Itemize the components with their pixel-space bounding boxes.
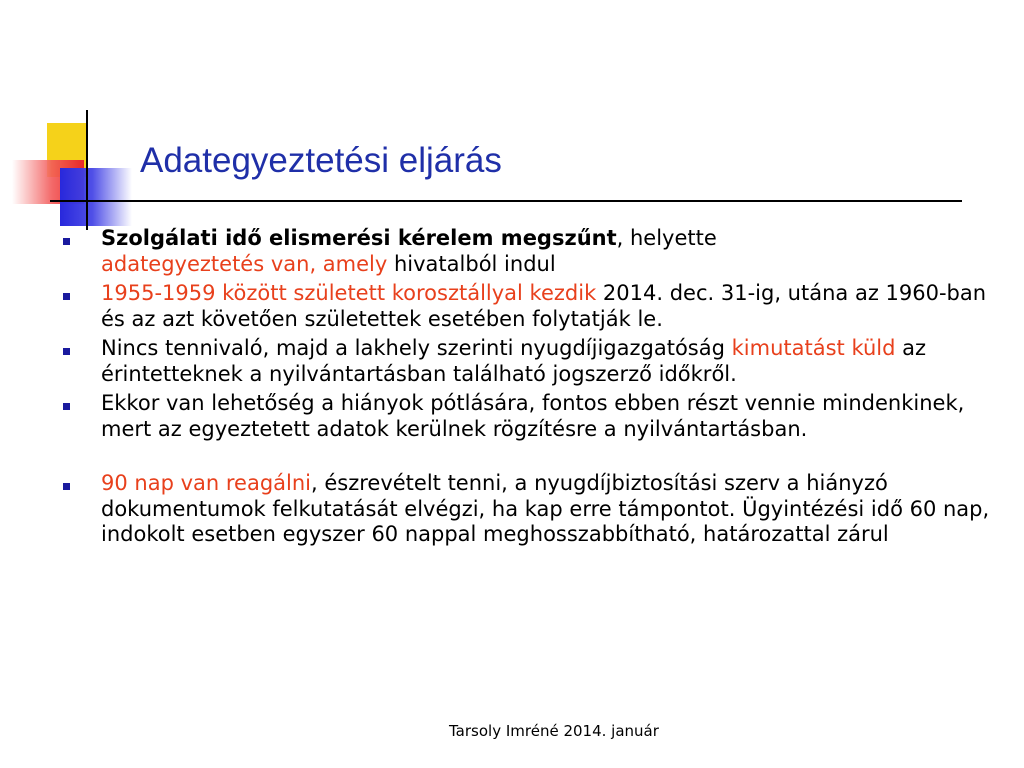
square-bullet-icon: [63, 403, 70, 410]
title-underline-rule: [50, 200, 962, 202]
bullet-3-text: Nincs tennivaló, majd a lakhely szerinti nyugdíjigazgatóság: [101, 336, 732, 360]
bullet-4-text: Ekkor van lehetőség a hiányok pótlására, fontos ebben részt vennie mindenkinek, mert az egyeztetett adatok kerülnek rögzítésre a nyilvántartásban.: [101, 391, 965, 441]
square-bullet-icon: [63, 483, 70, 490]
bullet-item-2: [60, 281, 1000, 332]
bullet-1-text-end: hivatalból indul: [387, 251, 556, 276]
square-bullet-icon: [63, 293, 70, 300]
square-bullet-icon: [63, 348, 70, 355]
bullet-item-5: [60, 471, 1000, 548]
bullet-3-highlight: kimutatást küld: [731, 336, 896, 360]
bullet-list: [60, 226, 1000, 552]
bullet-item-1: [60, 226, 1000, 277]
bullet-1-text: , helyette: [616, 226, 717, 250]
bullet-item-3: [60, 336, 1000, 387]
slide-title: Adategyeztetési eljárás: [140, 141, 502, 180]
bullet-item-4: [60, 391, 1000, 442]
decorative-logo: [0, 0, 140, 240]
bullet-5-text: , észrevételt tenni, a nyugdíjbiztosítási szerv a hiányzó dokumentumok felkutatását elvégzi, ha kap erre támpontot. Ügyintézési idő 60 nap, indokolt esetben egyszer 60 nappal meghosszabbítható, határozattal zárul: [101, 471, 990, 546]
bullet-1-highlight: adategyeztetés van, amely: [101, 251, 388, 276]
vertical-rule: [86, 110, 88, 230]
square-bullet-icon: [63, 238, 70, 245]
bullet-2-text: 2014. dec. 31-ig, utána az 1960-ban és az azt követően születettek esetében folytatják le.: [101, 281, 987, 331]
bullet-2-highlight: 1955-1959 között született korosztállyal kezdik: [101, 281, 597, 305]
footer-author-date: Tarsoly Imréné 2014. január: [449, 722, 659, 740]
bullet-1-bold: Szolgálati idő elismerési kérelem megszűnt: [101, 226, 617, 250]
blue-gradient-square: [60, 168, 132, 226]
bullet-3-text-end: az érintetteknek a nyilvántartásban található jogszerző időkről.: [101, 336, 927, 386]
bullet-5-highlight: 90 nap van reagálni: [101, 471, 311, 495]
